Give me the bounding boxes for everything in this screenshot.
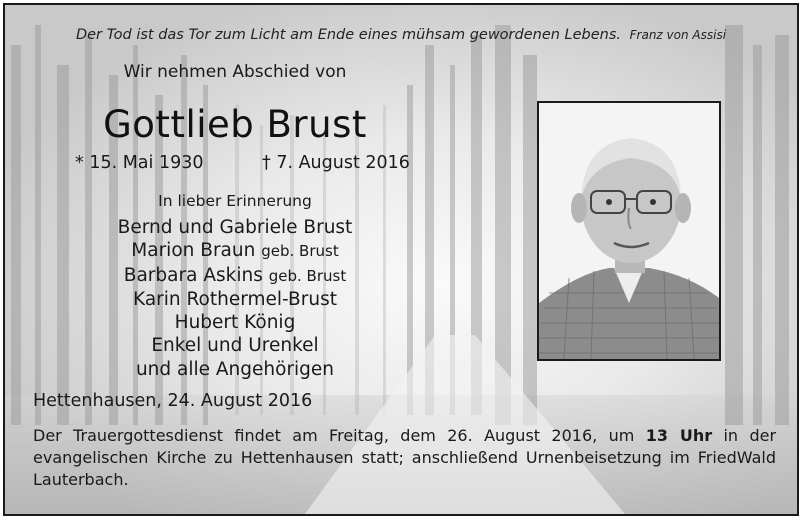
mourner-line: und alle Angehörigen	[135, 358, 335, 380]
birth-date: * 15. Mai 1930	[75, 153, 204, 173]
maiden-name: geb. Brust	[268, 266, 347, 285]
death-date: † 7. August 2016	[262, 153, 410, 173]
farewell-heading: Wir nehmen Abschied von	[123, 62, 347, 82]
portrait-photo	[537, 101, 721, 361]
quote-author: Franz von Assisi	[629, 28, 727, 42]
mourner-line: Barbara Askins geb. Brust	[123, 264, 347, 286]
quote-text: Der Tod ist das Tor zum Licht am Ende eines mühsam gewordenen Lebens.	[75, 27, 622, 43]
portrait-illustration	[539, 103, 719, 359]
mourner-line: Karin Rothermel-Brust	[133, 288, 337, 310]
obituary-card	[3, 3, 799, 516]
mourner-line: Bernd und Gabriele Brust	[117, 217, 353, 238]
mourner-line: Marion Braun geb. Brust	[131, 240, 339, 262]
service-info: Der Trauergottesdienst findet am Freitag, dem 26. August 2016, um 13 Uhr in der evangelischen Kirche zu Hettenhausen statt; anschließend Urnenbeisetzung im FriedWald Lauterbach.	[33, 426, 777, 489]
mourners-list	[45, 216, 425, 381]
quote-line	[5, 27, 797, 43]
service-time: 13 Uhr	[645, 426, 713, 445]
maiden-name: geb. Brust	[261, 242, 339, 261]
mourner-line: Hubert König	[174, 312, 296, 334]
place-date: Hettenhausen, 24. August 2016	[33, 391, 313, 411]
deceased-name: Gottlieb Brust	[103, 103, 367, 146]
memory-line: In lieber Erinnerung	[158, 192, 312, 210]
mourner-line: Enkel und Urenkel	[151, 335, 319, 357]
